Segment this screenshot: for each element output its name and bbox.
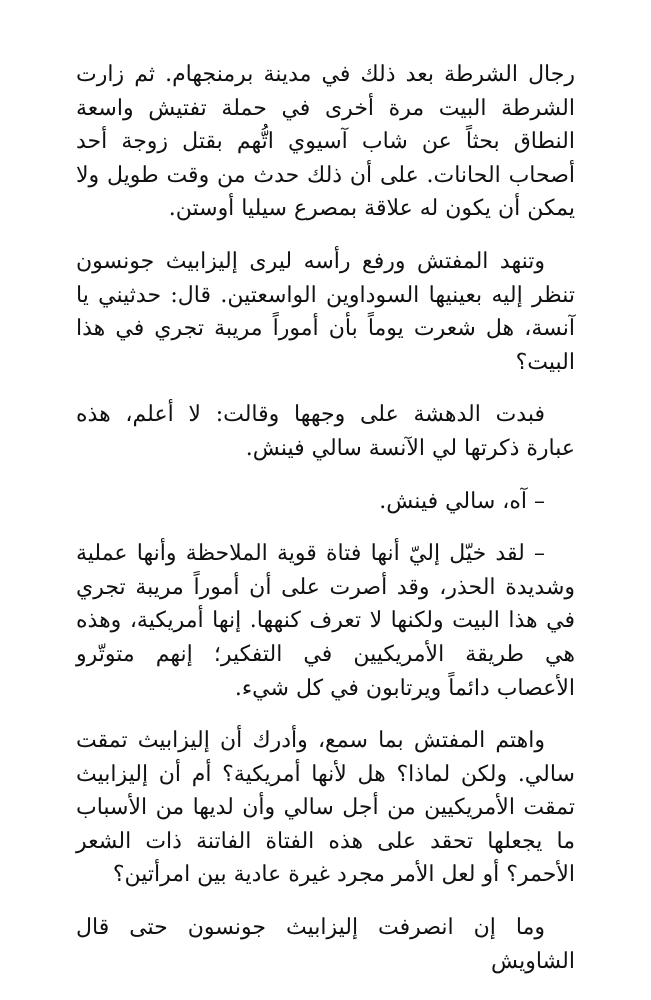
paragraph-7: وما إن انصرفت إليزابيث جونسون حتى قال الشاويش: [76, 915, 575, 974]
paragraph-3: فبدت الدهشة على وجهها وقالت: لا أعلم، هذه عبارة ذكرتها لي الآنسة سالي فينش.: [76, 402, 575, 461]
paragraph-4: – آه، سالي فينش.: [379, 488, 545, 514]
paragraph-5: – لقد خيّل إليّ أنها فتاة قوية الملاحظة وأنها عملية وشديدة الحذر، وقد أصرت على أن أموراً مريبة تجري في هذا البيت ولكنها لا تعرف كنهها. إنها أمريكية، وهذه هي طريقة الأمريكيين في التفكير؛ إنهم متوتّرو الأعصاب دائماً ويرتابون في كل شيء.: [76, 541, 575, 701]
book-page: [76, 58, 575, 997]
paragraph-6: واهتم المفتش بما سمع، وأدرك أن إليزابيث تمقت سالي. ولكن لماذا؟ هل لأنها أمريكية؟ أم أن إليزابيث تمقت الأمريكيين من أجل سالي وأن لديها من الأسباب ما يجعلها تحقد على هذه الفتاة الفاتنة ذات الشعر الأحمر؟ أو لعل الأمر مجرد غيرة عادية بين امرأتين؟: [76, 728, 575, 888]
paragraph-2: وتنهد المفتش ورفع رأسه ليرى إليزابيث جونسون تنظر إليه بعينيها السوداوين الواسعتين. قال: حدثيني يا آنسة، هل شعرت يوماً بأن أموراً مريبة تجري في هذا البيت؟: [76, 248, 575, 375]
paragraph-1: رجال الشرطة بعد ذلك في مدينة برمنجهام. ثم زارت الشرطة البيت مرة أخرى في حملة تفتيش واسعة النطاق بحثاً عن شاب آسيوي اتُّهم بقتل زوجة أحد أصحاب الحانات. على أن ذلك حدث من وقت طويل ولا يمكن أن يكون له علاقة بمصرع سيليا أوستن.: [76, 62, 575, 222]
